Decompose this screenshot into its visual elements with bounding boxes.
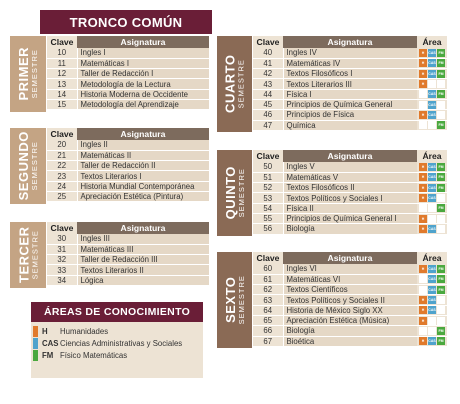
page-title: TRONCO COMÚN	[40, 10, 212, 34]
area-marker-cas	[428, 204, 436, 212]
table-row	[47, 69, 209, 79]
area-cell	[417, 203, 447, 213]
table-row	[253, 213, 447, 223]
table-row	[47, 275, 209, 285]
area-cell	[417, 162, 447, 172]
asignatura-cell: Física I	[283, 89, 417, 99]
asignatura-cell: Historia de México Siglo XX	[283, 305, 417, 315]
column-header-area: Área	[417, 252, 447, 264]
area-marker-cas: CAS	[428, 196, 436, 201]
table-row	[253, 172, 447, 182]
area-marker-cas: CAS	[428, 277, 436, 282]
clave-cell: 31	[47, 244, 77, 254]
clave-cell: 21	[47, 150, 77, 160]
asignatura-cell: Ingles IV	[283, 48, 417, 58]
table-row	[253, 58, 447, 68]
table-row	[47, 244, 209, 254]
area-marker-fm: FM	[438, 277, 444, 282]
column-header-asignatura: Asignatura	[283, 252, 417, 264]
table-row	[253, 285, 447, 295]
table-row	[253, 264, 447, 274]
asignatura-cell: Textos Literarios I	[77, 171, 209, 181]
asignatura-cell: Principios de Química General I	[283, 213, 417, 223]
column-header-clave: Clave	[253, 36, 283, 48]
table-row	[253, 89, 447, 99]
area-cell	[417, 69, 447, 79]
semester-label	[217, 150, 252, 236]
semester-sub: SEMESTRE	[236, 59, 246, 109]
column-header-asignatura: Asignatura	[283, 36, 417, 48]
area-marker-h	[419, 101, 427, 109]
area-marker-cas: CAS	[428, 50, 436, 55]
area-marker-h: H	[419, 111, 427, 119]
legend-title: ÁREAS DE CONOCIMIENTO	[31, 302, 203, 322]
column-header-clave: Clave	[47, 36, 77, 48]
area-cell	[417, 285, 447, 295]
area-marker-cas: CAS	[428, 287, 436, 292]
area-marker-cas	[428, 80, 436, 88]
area-marker-fm	[437, 80, 445, 88]
semester-block-tercer	[10, 222, 209, 288]
table-row	[253, 315, 447, 325]
asignatura-cell: Matemáticas VI	[283, 274, 417, 284]
clave-cell: 55	[253, 213, 283, 223]
legend-item-cas	[31, 338, 203, 349]
area-marker-h: H	[419, 80, 427, 88]
clave-cell: 22	[47, 161, 77, 171]
area-marker-h: H	[419, 306, 427, 314]
semester-block-segundo	[10, 128, 209, 204]
asignatura-cell: Principios de Química General	[283, 99, 417, 109]
area-marker-fm: FM	[438, 71, 444, 76]
area-marker-h	[419, 90, 427, 98]
table-row	[47, 234, 209, 244]
clave-cell: 20	[47, 140, 77, 150]
area-cell	[417, 274, 447, 284]
area-cell	[417, 213, 447, 223]
area-marker-h: H	[419, 194, 427, 202]
table-row	[253, 305, 447, 315]
area-marker-cas: CAS	[428, 339, 436, 344]
area-marker-fm: FM	[438, 339, 444, 344]
semester-block-quinto	[217, 150, 447, 236]
semester-table	[47, 36, 209, 110]
area-cell	[417, 48, 447, 58]
table-row	[253, 193, 447, 203]
asignatura-cell: Matemáticas I	[77, 58, 209, 68]
legend-label: Físico Matemáticas	[60, 351, 128, 360]
asignatura-cell: Ingles I	[77, 48, 209, 58]
clave-cell: 43	[253, 79, 283, 89]
table-row	[253, 99, 447, 109]
table-row	[47, 99, 209, 109]
area-marker-cas: CAS	[428, 266, 436, 271]
asignatura-cell: Principios de Física	[283, 110, 417, 120]
semester-sub: SEMESTRE	[30, 141, 40, 191]
table-row	[47, 89, 209, 99]
table-row	[47, 265, 209, 275]
clave-cell: 64	[253, 305, 283, 315]
clave-cell: 60	[253, 264, 283, 274]
clave-cell: 65	[253, 315, 283, 325]
legend-abbr: FM	[42, 351, 54, 360]
clave-cell: 15	[47, 99, 77, 109]
area-marker-cas: CAS	[428, 175, 436, 180]
area-cell	[417, 326, 447, 336]
area-cell	[417, 264, 447, 274]
area-marker-h: H	[419, 317, 427, 325]
area-marker-h	[419, 121, 427, 129]
table-row	[47, 161, 209, 171]
clave-cell: 13	[47, 79, 77, 89]
clave-cell: 33	[47, 265, 77, 275]
clave-cell: 23	[47, 171, 77, 181]
asignatura-cell: Apreciación Estética (Pintura)	[77, 191, 209, 201]
clave-cell: 12	[47, 69, 77, 79]
clave-cell: 45	[253, 99, 283, 109]
table-row	[47, 79, 209, 89]
area-marker-fm	[437, 215, 445, 223]
area-cell	[417, 110, 447, 120]
area-marker-fm: FM	[438, 50, 444, 55]
semester-label	[10, 36, 46, 112]
semester-block-sexto	[217, 252, 447, 348]
area-marker-fm: FM	[438, 266, 444, 271]
clave-cell: 51	[253, 172, 283, 182]
asignatura-cell: Textos Políticos y Sociales II	[283, 295, 417, 305]
table-row	[253, 120, 447, 130]
semester-sub: SEMESTRE	[236, 168, 246, 218]
clave-cell: 56	[253, 224, 283, 234]
asignatura-cell: Textos Filosóficos I	[283, 69, 417, 79]
asignatura-cell: Taller de Redacción III	[77, 255, 209, 265]
semester-name: CUARTO	[222, 55, 238, 114]
legend-label: Humanidades	[60, 327, 109, 336]
table-row	[253, 274, 447, 284]
area-marker-cas: CAS	[428, 71, 436, 76]
semester-name: TERCER	[16, 226, 32, 283]
table-row	[47, 255, 209, 265]
legend-item-fm	[31, 350, 203, 361]
area-marker-fm	[437, 101, 445, 109]
area-marker-cas: CAS	[428, 61, 436, 66]
asignatura-cell: Historia Moderna de Occidente	[77, 89, 209, 99]
area-marker-h: H	[419, 173, 427, 181]
area-cell	[417, 193, 447, 203]
area-marker-fm	[437, 111, 445, 119]
asignatura-cell: Textos Científicos	[283, 285, 417, 295]
asignatura-cell: Matemáticas IV	[283, 58, 417, 68]
legend-abbr: H	[42, 327, 48, 336]
clave-cell: 30	[47, 234, 77, 244]
column-header-asignatura: Asignatura	[77, 36, 209, 48]
area-marker-h: H	[419, 49, 427, 57]
semester-table	[253, 36, 447, 131]
area-marker-fm: FM	[438, 175, 444, 180]
asignatura-cell: Matemáticas II	[77, 150, 209, 160]
area-marker-h: H	[419, 184, 427, 192]
clave-cell: 34	[47, 275, 77, 285]
column-header-clave: Clave	[253, 252, 283, 264]
area-marker-fm: FM	[438, 123, 444, 128]
area-marker-cas: CAS	[428, 102, 436, 107]
asignatura-cell: Biología	[283, 224, 417, 234]
column-header-asignatura: Asignatura	[283, 150, 417, 162]
semester-name: QUINTO	[222, 166, 238, 220]
area-marker-fm: FM	[438, 164, 444, 169]
clave-cell: 25	[47, 191, 77, 201]
semester-label	[217, 252, 252, 348]
area-marker-fm: FM	[438, 287, 444, 292]
area-cell	[417, 172, 447, 182]
semester-block-cuarto	[217, 36, 447, 132]
clave-cell: 24	[47, 181, 77, 191]
clave-cell: 53	[253, 193, 283, 203]
column-header-asignatura: Asignatura	[77, 128, 209, 140]
column-header-clave: Clave	[253, 150, 283, 162]
area-marker-fm: FM	[438, 185, 444, 190]
area-marker-h: H	[419, 215, 427, 223]
area-marker-cas: CAS	[428, 164, 436, 169]
clave-cell: 66	[253, 326, 283, 336]
area-marker-h: H	[419, 59, 427, 67]
area-cell	[417, 120, 447, 130]
table-row	[253, 110, 447, 120]
asignatura-cell: Taller de Redacción I	[77, 69, 209, 79]
column-header-area: Área	[417, 150, 447, 162]
table-row	[47, 58, 209, 68]
clave-cell: 52	[253, 183, 283, 193]
clave-cell: 32	[47, 255, 77, 265]
table-row	[253, 48, 447, 58]
semester-table	[47, 222, 209, 286]
area-marker-cas: CAS	[428, 185, 436, 190]
legend-label: Ciencias Administrativas y Sociales	[60, 339, 183, 348]
area-cell	[417, 224, 447, 234]
table-row	[253, 326, 447, 336]
area-marker-h: H	[419, 225, 427, 233]
semester-label	[10, 222, 46, 288]
semester-name: SEXTO	[222, 277, 238, 324]
clave-cell: 62	[253, 285, 283, 295]
asignatura-cell: Textos Políticos y Sociales I	[283, 193, 417, 203]
table-row	[47, 171, 209, 181]
asignatura-cell: Física II	[283, 203, 417, 213]
clave-cell: 67	[253, 336, 283, 346]
area-cell	[417, 315, 447, 325]
semester-table	[253, 150, 447, 235]
legend-item-humanidades	[31, 326, 203, 337]
legend-abbr: CAS	[42, 339, 59, 348]
clave-cell: 61	[253, 274, 283, 284]
asignatura-cell: Historia Mundial Contemporánea	[77, 181, 209, 191]
clave-cell: 46	[253, 110, 283, 120]
asignatura-cell: Química	[283, 120, 417, 130]
table-row	[47, 191, 209, 201]
clave-cell: 63	[253, 295, 283, 305]
legend-swatch	[33, 350, 38, 361]
asignatura-cell: Textos Literarios III	[283, 79, 417, 89]
legend-swatch	[33, 338, 38, 349]
table-row	[253, 295, 447, 305]
clave-cell: 50	[253, 162, 283, 172]
area-marker-cas	[428, 215, 436, 223]
legend-box	[31, 302, 203, 378]
area-marker-cas	[428, 327, 436, 335]
area-marker-cas	[428, 121, 436, 129]
asignatura-cell: Ingles VI	[283, 264, 417, 274]
semester-block-primer	[10, 36, 209, 112]
area-cell	[417, 305, 447, 315]
area-marker-fm: FM	[438, 92, 444, 97]
asignatura-cell: Textos Literarios II	[77, 265, 209, 275]
clave-cell: 40	[253, 48, 283, 58]
area-marker-cas: CAS	[428, 308, 436, 313]
column-header-asignatura: Asignatura	[77, 222, 209, 234]
semester-sub: SEMESTRE	[236, 275, 246, 325]
area-marker-h: H	[419, 337, 427, 345]
asignatura-cell: Textos Filosóficos II	[283, 183, 417, 193]
area-marker-h: H	[419, 70, 427, 78]
clave-cell: 14	[47, 89, 77, 99]
area-marker-fm: FM	[438, 206, 444, 211]
area-marker-fm	[437, 194, 445, 202]
asignatura-cell: Ingles V	[283, 162, 417, 172]
table-row	[253, 69, 447, 79]
area-marker-h	[419, 327, 427, 335]
area-marker-fm: FM	[438, 328, 444, 333]
clave-cell: 11	[47, 58, 77, 68]
asignatura-cell: Metodología de la Lectura	[77, 79, 209, 89]
semester-name: SEGUNDO	[16, 131, 32, 201]
area-marker-h	[419, 286, 427, 294]
area-cell	[417, 58, 447, 68]
area-marker-h: H	[419, 296, 427, 304]
clave-cell: 42	[253, 69, 283, 79]
area-marker-fm	[437, 317, 445, 325]
area-cell	[417, 79, 447, 89]
asignatura-cell: Matemáticas III	[77, 244, 209, 254]
semester-sub: SEMESTRE	[30, 49, 40, 99]
asignatura-cell: Ingles II	[77, 140, 209, 150]
table-row	[47, 181, 209, 191]
asignatura-cell: Metodología del Aprendizaje	[77, 99, 209, 109]
clave-cell: 47	[253, 120, 283, 130]
area-marker-cas: CAS	[428, 226, 436, 231]
semester-table	[253, 252, 447, 347]
table-row	[253, 183, 447, 193]
semester-name: PRIMER	[16, 47, 32, 101]
area-marker-fm	[437, 225, 445, 233]
area-marker-h: H	[419, 265, 427, 273]
asignatura-cell: Biología	[283, 326, 417, 336]
area-marker-h: H	[419, 163, 427, 171]
area-marker-fm: FM	[438, 61, 444, 66]
table-row	[47, 150, 209, 160]
asignatura-cell: Bioética	[283, 336, 417, 346]
legend-swatch	[33, 326, 38, 337]
area-cell	[417, 336, 447, 346]
table-row	[253, 203, 447, 213]
semester-label	[217, 36, 252, 132]
clave-cell: 10	[47, 48, 77, 58]
area-cell	[417, 183, 447, 193]
column-header-area: Área	[417, 36, 447, 48]
semester-table	[47, 128, 209, 202]
area-cell	[417, 295, 447, 305]
clave-cell: 41	[253, 58, 283, 68]
area-marker-cas: CAS	[428, 92, 436, 97]
table-row	[253, 336, 447, 346]
area-cell	[417, 89, 447, 99]
clave-cell: 54	[253, 203, 283, 213]
asignatura-cell: Taller de Redacción II	[77, 161, 209, 171]
asignatura-cell: Lógica	[77, 275, 209, 285]
area-marker-h	[419, 275, 427, 283]
area-marker-fm	[437, 296, 445, 304]
asignatura-cell: Apreciación Estética (Música)	[283, 315, 417, 325]
area-cell	[417, 99, 447, 109]
table-row	[47, 140, 209, 150]
asignatura-cell: Ingles III	[77, 234, 209, 244]
asignatura-cell: Matemáticas V	[283, 172, 417, 182]
semester-label	[10, 128, 46, 204]
table-row	[253, 224, 447, 234]
table-row	[47, 48, 209, 58]
area-marker-fm	[437, 306, 445, 314]
column-header-clave: Clave	[47, 128, 77, 140]
semester-sub: SEMESTRE	[30, 230, 40, 280]
column-header-clave: Clave	[47, 222, 77, 234]
area-marker-cas: CAS	[428, 112, 436, 117]
area-marker-cas	[428, 317, 436, 325]
area-marker-h	[419, 204, 427, 212]
table-row	[253, 162, 447, 172]
area-marker-cas: CAS	[428, 298, 436, 303]
clave-cell: 44	[253, 89, 283, 99]
table-row	[253, 79, 447, 89]
